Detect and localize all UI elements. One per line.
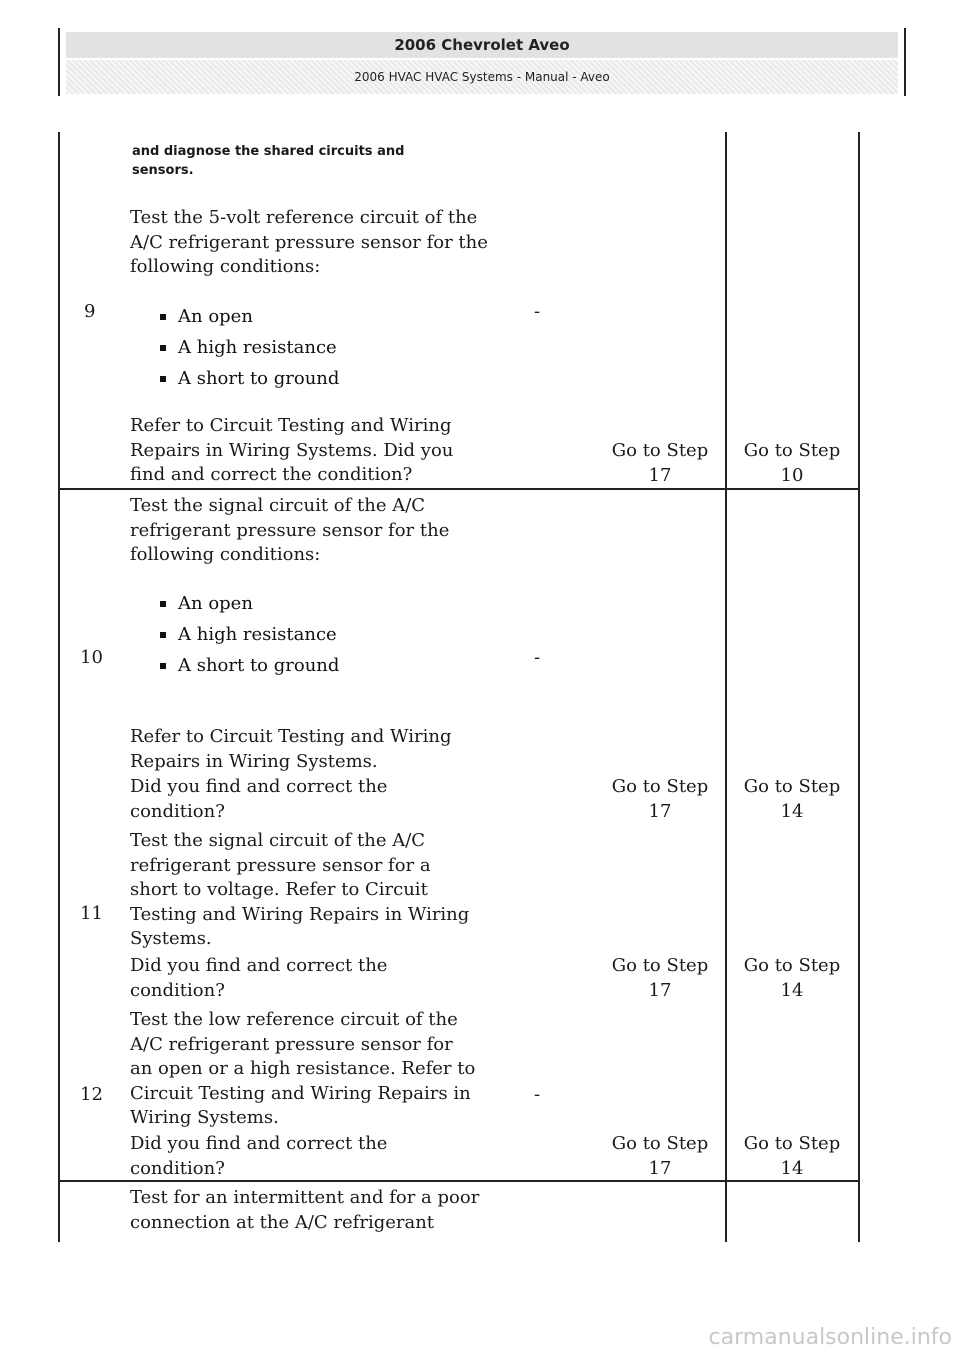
step-instruction: Test the 5-volt reference circuit of the A/C refrigerant pressure sensor for the following conditions: [130,207,488,277]
step-question: Did you find and correct the condition? [130,776,388,822]
list-item: A high resistance [158,619,458,650]
step-number: 12 [80,1084,103,1105]
condition-list [158,588,458,681]
step-question: Did you find and correct the condition? [130,955,388,1001]
yes-action: Go to Step 17 [611,955,709,1001]
column-divider-yes [725,132,727,1242]
step-value: - [534,301,541,322]
yes-action: Go to Step 17 [611,776,709,822]
list-item: An open [158,588,458,619]
step-reference: Refer to Circuit Testing and Wiring Repairs in Wiring Systems. [130,726,452,772]
no-action: Go to Step 14 [743,776,841,822]
step-value: - [534,647,541,668]
document-subtitle: 2006 HVAC HVAC Systems - Manual - Aveo [66,60,898,94]
list-item: An open [158,301,458,332]
yes-action: Go to Step 17 [611,440,709,486]
document-title: 2006 Chevrolet Aveo [66,32,898,58]
list-item: A high resistance [158,332,458,363]
table-left-border [58,132,60,1242]
watermark: carmanualsonline.info [708,1325,952,1350]
no-action: Go to Step 10 [743,440,841,486]
list-item: A short to ground [158,363,458,394]
row-divider [58,488,860,490]
step-instruction: Test the low reference circuit of the A/C refrigerant pressure sensor for an open or a high resistance. Refer to Circuit Testing and Wiring Repairs in Wiring Systems. [130,1009,476,1128]
step-instruction: Test the signal circuit of the A/C refrigerant pressure sensor for the following conditions: [130,495,450,565]
condition-list [158,301,458,394]
step-question: Did you find and correct the condition? [130,1133,388,1179]
page-header [58,28,906,96]
step-value: - [534,1084,541,1105]
table-right-border [858,132,860,1242]
step-reference: Refer to Circuit Testing and Wiring Repairs in Wiring Systems. Did you find and correct the condition? [130,415,454,485]
no-action: Go to Step 14 [743,955,841,1001]
step-number: 10 [80,647,103,668]
list-item: A short to ground [158,650,458,681]
step-number: 11 [80,903,103,924]
step-instruction: Test for an intermittent and for a poor connection at the A/C refrigerant [130,1187,480,1233]
yes-action: Go to Step 17 [611,1133,709,1179]
step-instruction: Test the signal circuit of the A/C refrigerant pressure sensor for a short to voltage. Refer to Circuit Testing and Wiring Repairs in Wiring Systems. [130,830,470,949]
continuation-text: and diagnose the shared circuits and sensors. [132,144,405,178]
step-number: 9 [84,301,96,322]
no-action: Go to Step 14 [743,1133,841,1179]
